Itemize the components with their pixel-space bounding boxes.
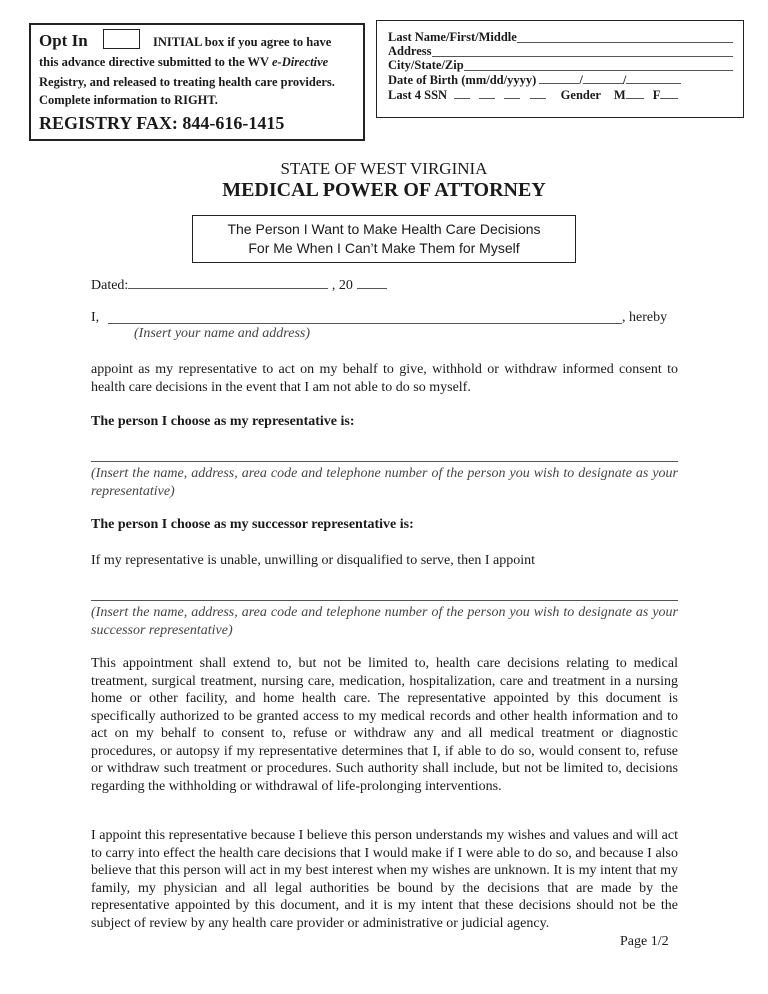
i-label: I, (91, 310, 100, 325)
initial-checkbox[interactable] (103, 29, 140, 49)
successor-heading: The person I choose as my successor representative is: (91, 517, 414, 532)
representative-input[interactable] (91, 461, 678, 462)
subtitle-line1: The Person I Want to Make Health Care Decisions (227, 221, 541, 237)
authority-paragraph: This appointment shall extend to, but not be limited to, health care decisions relating to medical treatment, surgical treatment, nursing care, medication, hospitalization, care and treatment in a nursing home or other facility, and home health care. The representative appointed by this document is specifically authorized to be granted access to my medical records and other health information and to act on my behalf to consent to, refuse or withdraw any and all medical treatment or diagnostic procedures, or autopsy if my representative determines that I, if able to do so, would consent to, refuse or withdraw such treatment or procedures. Such authority shall include, but not be limited to, decisions regarding the withholding or withdrawal of life-prolonging interventions. (91, 656, 678, 794)
dob-field[interactable]: Date of Birth (mm/dd/yyyy) / / (388, 72, 733, 88)
appoint-paragraph: appoint as my representative to act on my behalf to give, withhold or withdraw informed consent to health care decisions in the event that I am not able to do so myself. (91, 362, 678, 395)
optin-line4: Complete information to RIGHT. (39, 93, 218, 107)
year-input[interactable] (357, 275, 387, 289)
hereby-label: , hereby (622, 310, 668, 325)
city-state-zip-field[interactable]: City/State/Zip (388, 58, 733, 73)
optin-label: Opt In (39, 31, 88, 50)
page-number: Page 1/2 (620, 934, 669, 949)
optin-line2: this advance directive submitted to the WV e-Directive (39, 55, 329, 69)
dated-row: Dated: , 20 (91, 275, 387, 295)
registry-fax: REGISTRY FAX: 844-616-1415 (39, 113, 285, 133)
representative-hint: (Insert the name, address, area code and telephone number of the person you wish to designate as your representative) (91, 466, 678, 499)
subtitle-box (192, 215, 576, 263)
name-address-hint: (Insert your name and address) (134, 326, 311, 341)
dated-input[interactable] (128, 275, 328, 289)
document-title: MEDICAL POWER OF ATTORNEY (222, 179, 546, 201)
name-address-input[interactable] (108, 323, 622, 324)
optin-line3: Registry, and released to treating health care providers. (39, 75, 335, 89)
intent-paragraph: I appoint this representative because I believe this person understands my wishes and values and will act to carry into effect the health care decisions that I would make if I were able to do so, and because I also believe that this person will act in my best interest when my wishes are unknown. It is my intent that my family, my physician and all legal authorities be bound by the decisions that are made by the representative appointed by this document, and it is my intent that these decisions should not be the subject of review by any health care provider or administrative or judicial agency. (91, 828, 678, 931)
successor-hint: (Insert the name, address, area code and telephone number of the person you wish to designate as your successor representative) (91, 605, 678, 638)
optin-initial-text: INITIAL box if you agree to have (153, 35, 332, 49)
successor-input[interactable] (91, 600, 678, 601)
successor-text: If my representative is unable, unwilling or disqualified to serve, then I appoint (91, 553, 535, 568)
subtitle-line2: For Me When I Can’t Make Them for Myself (248, 240, 520, 256)
address-field[interactable]: Address (388, 44, 733, 59)
representative-heading: The person I choose as my representative is: (91, 414, 355, 429)
ssn-gender-field[interactable]: Last 4 SSN Gender M F (388, 87, 733, 103)
name-field[interactable]: Last Name/First/Middle (388, 30, 733, 45)
state-heading: STATE OF WEST VIRGINIA (280, 159, 488, 178)
